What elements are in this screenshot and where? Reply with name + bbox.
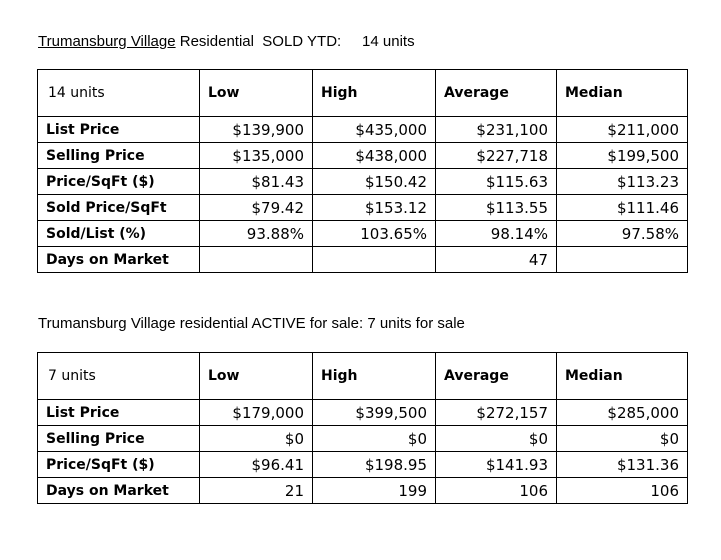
active-header-row (38, 353, 688, 400)
active-heading: Trumansburg Village residential ACTIVE for sale: 7 units for sale (38, 315, 465, 332)
cell-average: 106 (436, 478, 557, 504)
row-label: Selling Price (38, 426, 200, 452)
cell-low: $0 (200, 426, 313, 452)
table-row (38, 117, 688, 143)
cell-low: $135,000 (200, 143, 313, 169)
sold-heading (38, 33, 415, 51)
cell-high: $0 (313, 426, 436, 452)
cell-average: $231,100 (436, 117, 557, 143)
table-row (38, 221, 688, 247)
cell-high: $198.95 (313, 452, 436, 478)
cell-low: $81.43 (200, 169, 313, 195)
cell-high (313, 247, 436, 273)
cell-median: $131.36 (557, 452, 688, 478)
active-header-median: Median (557, 353, 688, 400)
active-table (37, 352, 688, 504)
table-row (38, 195, 688, 221)
cell-low: $179,000 (200, 400, 313, 426)
row-label: Sold Price/SqFt (38, 195, 200, 221)
cell-high: $399,500 (313, 400, 436, 426)
cell-average: $0 (436, 426, 557, 452)
cell-median: $285,000 (557, 400, 688, 426)
sold-header-average: Average (436, 70, 557, 117)
cell-average: $115.63 (436, 169, 557, 195)
cell-median: $199,500 (557, 143, 688, 169)
table-row (38, 478, 688, 504)
cell-median: 97.58% (557, 221, 688, 247)
cell-high: 199 (313, 478, 436, 504)
cell-median: $111.46 (557, 195, 688, 221)
row-label: Price/SqFt ($) (38, 452, 200, 478)
table-row (38, 426, 688, 452)
sold-heading-rest: Residential SOLD YTD: 14 units (175, 33, 415, 50)
cell-high: $435,000 (313, 117, 436, 143)
cell-low: $79.42 (200, 195, 313, 221)
cell-median (557, 247, 688, 273)
active-header-average: Average (436, 353, 557, 400)
cell-high: $438,000 (313, 143, 436, 169)
cell-low (200, 247, 313, 273)
cell-high: $150.42 (313, 169, 436, 195)
cell-high: $153.12 (313, 195, 436, 221)
cell-median: $211,000 (557, 117, 688, 143)
cell-average: $227,718 (436, 143, 557, 169)
cell-average: $113.55 (436, 195, 557, 221)
sold-header-units: 14 units (38, 70, 200, 117)
cell-median: $113.23 (557, 169, 688, 195)
cell-average: 98.14% (436, 221, 557, 247)
row-label: Days on Market (38, 247, 200, 273)
active-header-units: 7 units (38, 353, 200, 400)
table-row (38, 247, 688, 273)
table-row (38, 400, 688, 426)
sold-table (37, 69, 688, 273)
cell-low: $139,900 (200, 117, 313, 143)
sold-header-row (38, 70, 688, 117)
cell-average: $272,157 (436, 400, 557, 426)
active-header-high: High (313, 353, 436, 400)
cell-low: 93.88% (200, 221, 313, 247)
row-label: Days on Market (38, 478, 200, 504)
row-label: List Price (38, 117, 200, 143)
cell-median: 106 (557, 478, 688, 504)
row-label: Sold/List (%) (38, 221, 200, 247)
sold-header-median: Median (557, 70, 688, 117)
row-label: Price/SqFt ($) (38, 169, 200, 195)
table-row (38, 452, 688, 478)
cell-median: $0 (557, 426, 688, 452)
table-row (38, 169, 688, 195)
sold-header-low: Low (200, 70, 313, 117)
active-header-low: Low (200, 353, 313, 400)
cell-low: 21 (200, 478, 313, 504)
cell-average: $141.93 (436, 452, 557, 478)
cell-average: 47 (436, 247, 557, 273)
table-row (38, 143, 688, 169)
sold-header-high: High (313, 70, 436, 117)
cell-low: $96.41 (200, 452, 313, 478)
row-label: List Price (38, 400, 200, 426)
row-label: Selling Price (38, 143, 200, 169)
sold-heading-village: Trumansburg Village (38, 33, 176, 50)
cell-high: 103.65% (313, 221, 436, 247)
